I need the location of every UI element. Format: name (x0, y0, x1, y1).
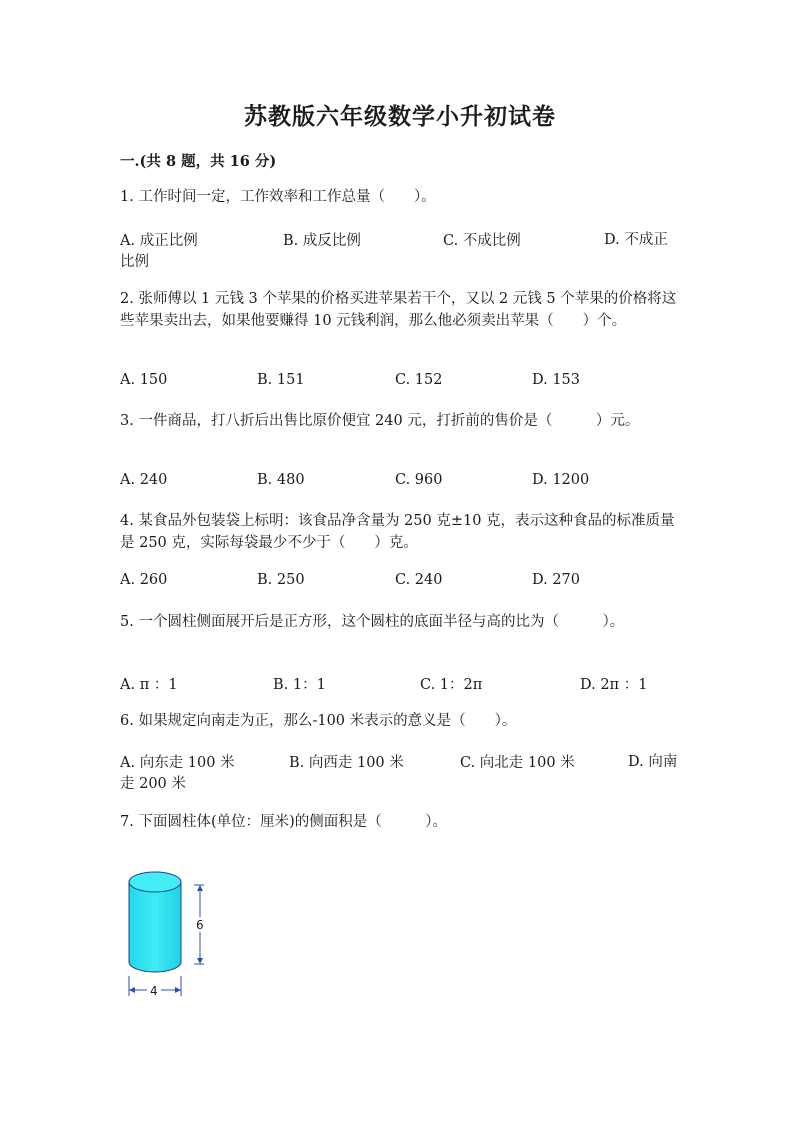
question-5-option-c: C. 1：2π (420, 677, 483, 693)
question-2-option-b: B. 151 (257, 372, 305, 388)
question-6-option-b: B. 向西走 100 米 (289, 755, 404, 771)
question-5-option-b: B. 1：1 (273, 677, 326, 693)
section-header: 一.(共 8 题，共 16 分) (120, 153, 277, 170)
question-4-option-c: C. 240 (395, 572, 443, 588)
question-4-option-b: B. 250 (257, 572, 305, 588)
question-4-option-d: D. 270 (532, 572, 581, 588)
question-5-option-a: A. π ：1 (120, 677, 178, 693)
question-5-option-d: D. 2π ：1 (580, 677, 648, 693)
question-6-option-c: C. 向北走 100 米 (460, 755, 575, 771)
question-2-option-c: C. 152 (395, 372, 443, 388)
question-6-option-d-wrap (120, 751, 680, 795)
question-2-option-d: D. 153 (532, 372, 581, 388)
cylinder-body (129, 882, 181, 972)
question-3-stem: 3. 一件商品，打八折后出售比原价便宜 240 元，打折前的售价是（ ）元。 (120, 413, 640, 429)
question-6-stem: 6. 如果规定向南走为正，那么-100 米表示的意义是（ ）。 (120, 713, 517, 729)
question-2-option-a: A. 150 (120, 372, 168, 388)
question-3-option-c: C. 960 (395, 472, 443, 488)
question-1-option-d-wrap (120, 229, 680, 273)
height-label: 6 (196, 918, 204, 932)
question-5-stem: 5. 一个圆柱侧面展开后是正方形，这个圆柱的底面半径与高的比为（ ）。 (120, 614, 625, 630)
question-3-option-b: B. 480 (257, 472, 305, 488)
question-1-option-d: D. 不成正比例 (120, 232, 668, 270)
page-title: 苏教版六年级数学小升初试卷 (244, 103, 556, 130)
question-4-option-a: A. 260 (120, 572, 168, 588)
question-4-stem: 4. 某食品外包装袋上标明：该食品净含量为 250 克±10 克，表示这种食品的标准质量是 250 克，实际每袋最少不少于（ ）克。 (120, 513, 675, 551)
question-7-stem: 7. 下面圆柱体(单位：厘米)的侧面积是（ ）。 (120, 814, 448, 830)
diameter-label: 4 (150, 984, 158, 998)
question-6-option-d: D. 向南走 200 米 (120, 754, 678, 792)
question-1-option-b: B. 成反比例 (283, 233, 361, 249)
question-1-option-a: A. 成正比例 (120, 233, 198, 249)
question-2-stem: 2. 张师傅以 1 元钱 3 个苹果的价格买进苹果若干个，又以 2 元钱 5 个苹果的价格将这些苹果卖出去，如果他要赚得 10 元钱利润，那么他必须卖出苹果（ ）个。 (120, 291, 677, 329)
question-1-stem: 1. 工作时间一定，工作效率和工作总量（ ）。 (120, 189, 436, 205)
question-3-option-a: A. 240 (120, 472, 168, 488)
question-6-option-a: A. 向东走 100 米 (120, 755, 235, 771)
question-3-option-d: D. 1200 (532, 472, 590, 488)
question-1-option-c: C. 不成比例 (443, 233, 521, 249)
cylinder-top (129, 872, 181, 892)
cylinder-figure (120, 858, 210, 1000)
